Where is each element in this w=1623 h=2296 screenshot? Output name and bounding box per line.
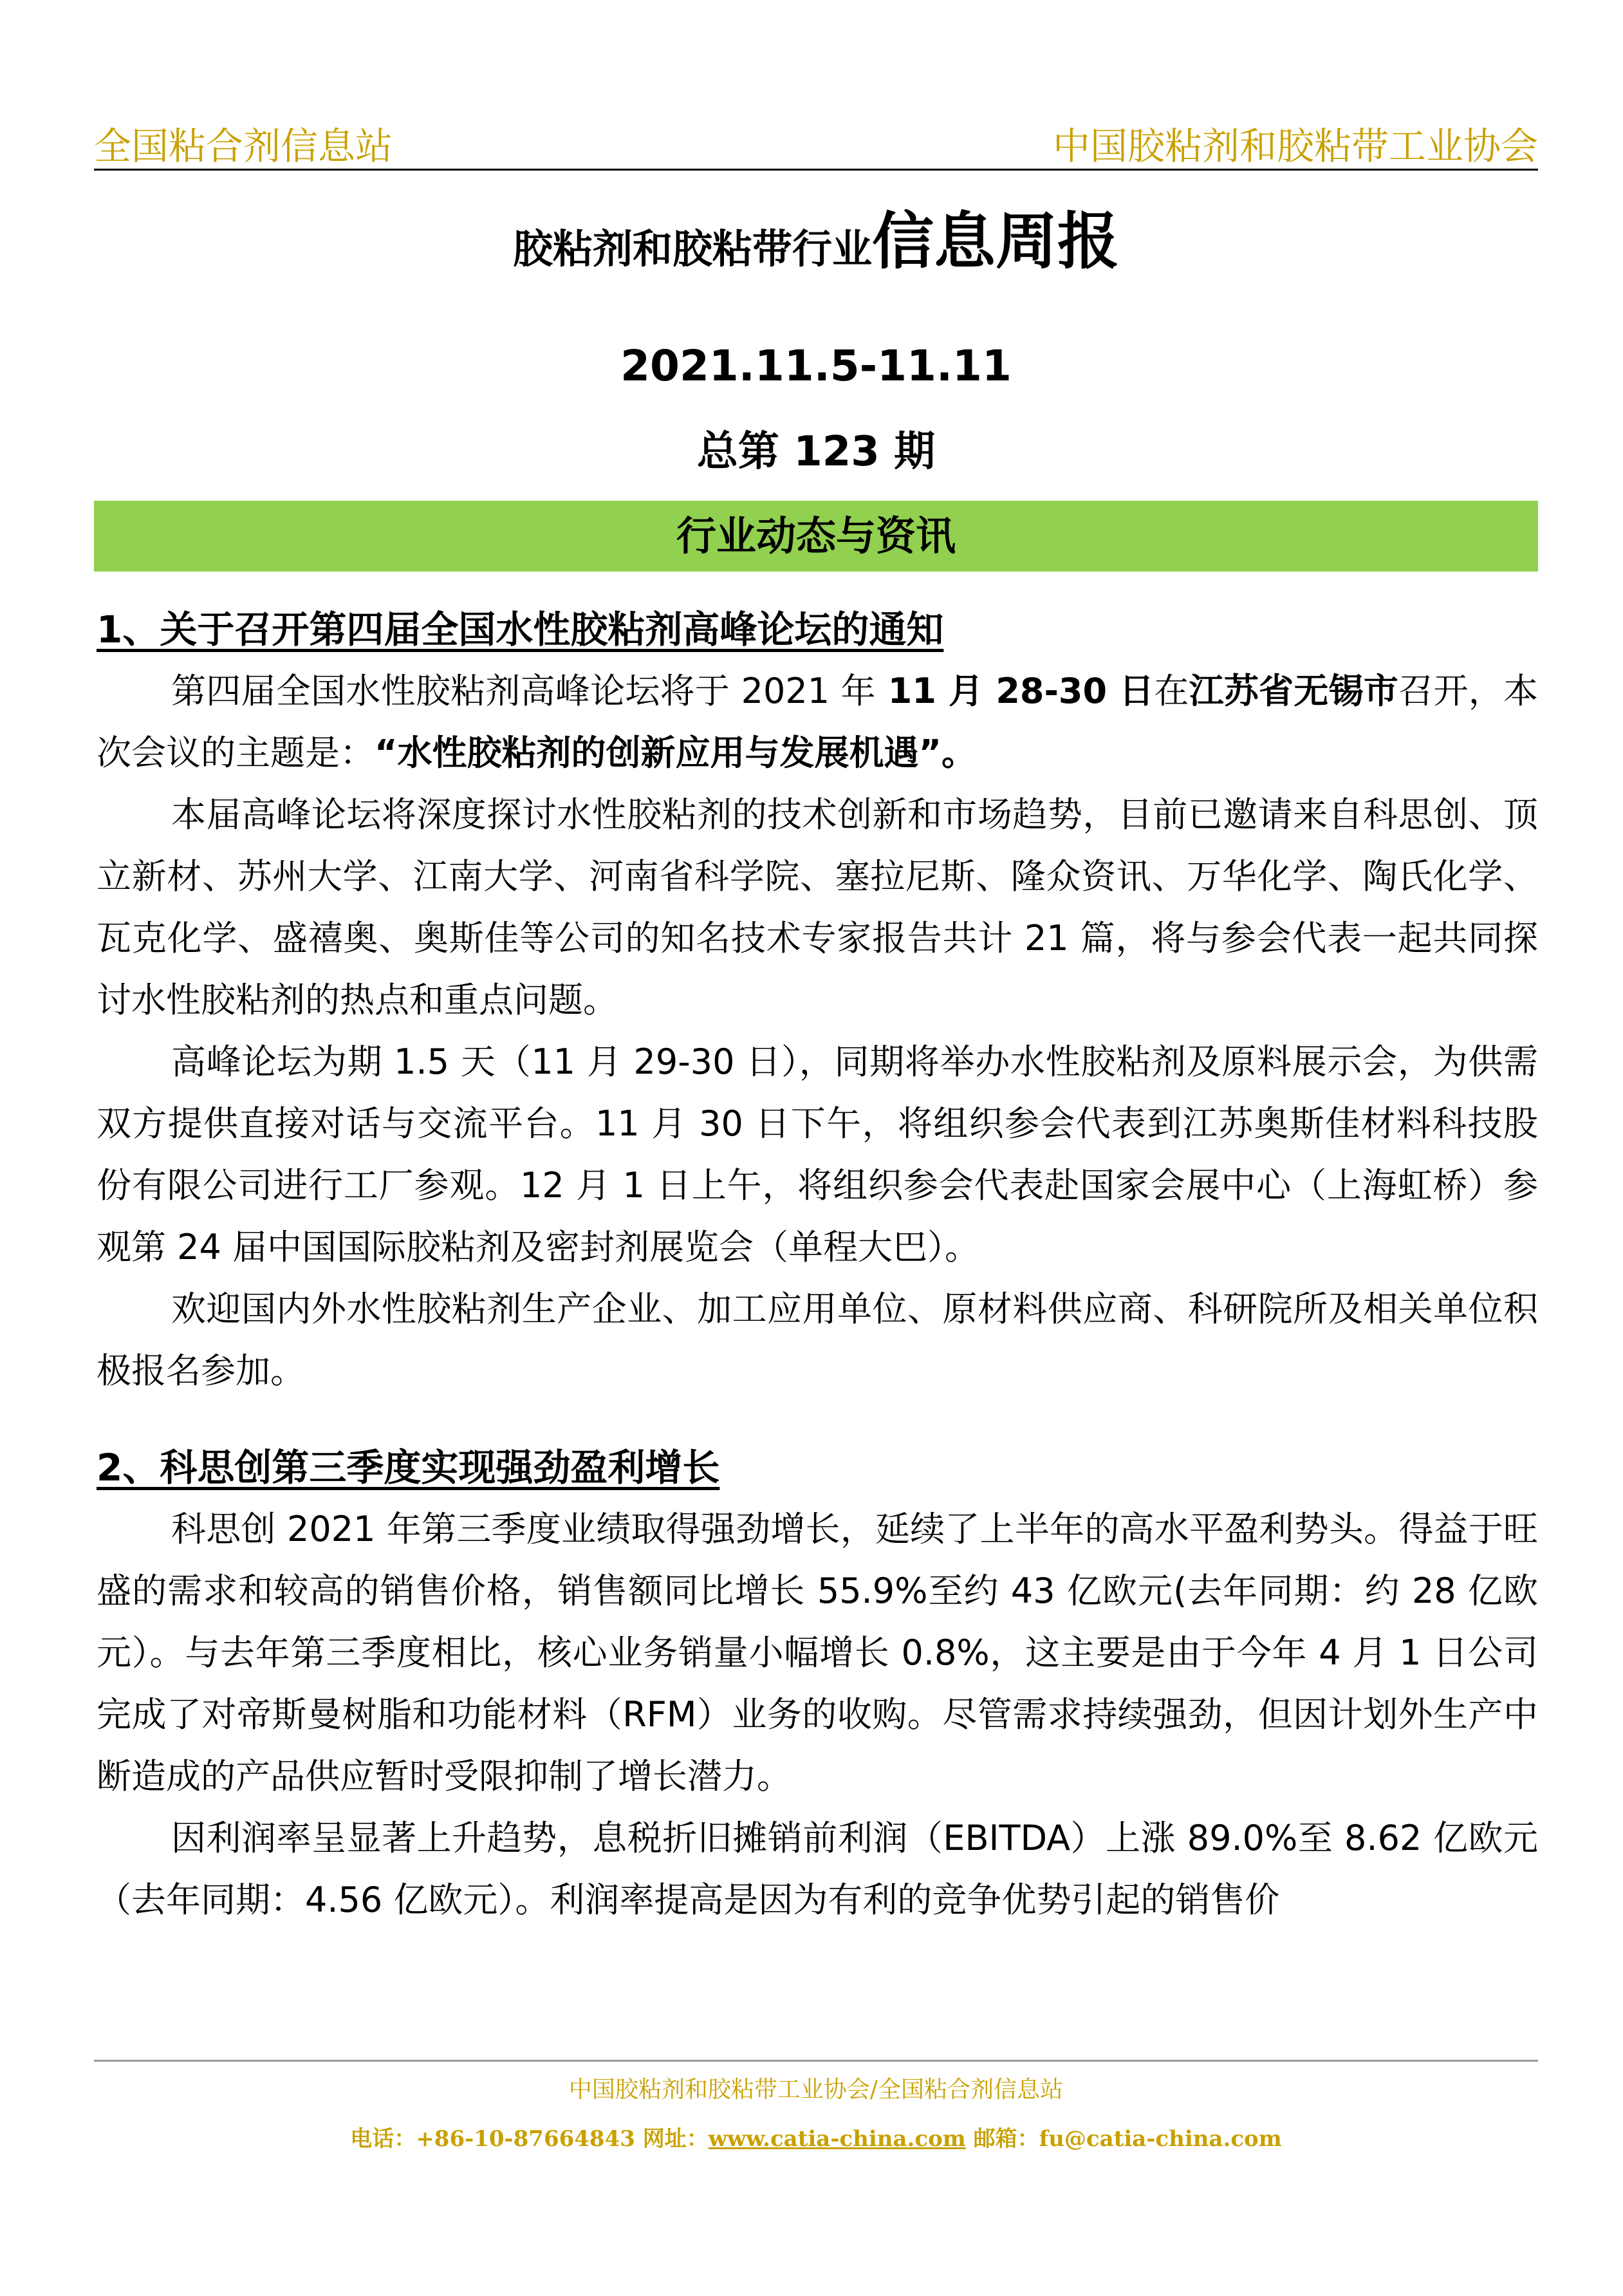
article1-p1-end: 。 xyxy=(941,733,976,773)
article1-heading xyxy=(97,599,1538,660)
page-header xyxy=(94,116,1538,171)
report-title xyxy=(94,206,1538,285)
article1-paragraph-3: 高峰论坛为期 1.5 天（11 月 29-30 日），同期将举办水性胶粘剂及原料展示会，为供需双方提供直接对话与交流平台。11 月 30 日下午，将组织参会代表到江苏奥斯佳材料科技股份有限公司进行工厂参观。12 月 1 日上午，将组织参会代表赴国家会展中心（上海虹桥）参观第 24 届中国国际胶粘剂及密封剂展览会（单程大巴）。 xyxy=(97,1041,1538,1267)
article2-heading-text: 2、科思创第三季度实现强劲盈利增长 xyxy=(97,1446,720,1489)
article-content xyxy=(97,599,1538,1931)
article2-paragraph-2: 因利润率呈显著上升趋势，息税折旧摊销前利润（EBITDA）上涨 89.0%至 8.62 亿欧元（去年同期：4.56 亿欧元）。利润率提高是因为有利的竞争优势引起的销售价 xyxy=(97,1818,1538,1920)
report-issue-number: 总第 123 期 xyxy=(696,428,936,476)
article1-paragraph-1 xyxy=(97,660,1538,784)
article2-paragraph-1: 科思创 2021 年第三季度业绩取得强劲增长，延续了上半年的高水平盈利势头。得益于旺盛的需求和较高的销售价格，销售额同比增长 55.9%至约 43 亿欧元(去年同期：约 28 亿欧元）。与去年第三季度相比，核心业务销量小幅增长 0.8%，这主要是由于今年 4 月 1 日公司完成了对帝斯曼树脂和功能材料（RFM）业务的收购。尽管需求持续强劲，但因计划外生产中断造成的产品供应暂时受限抑制了增长潜力。 xyxy=(97,1509,1538,1797)
article1-p1-text-e: 召开，本次会议的主题是： xyxy=(97,671,1538,773)
article1-paragraph-4: 欢迎国内外水性胶粘剂生产企业、加工应用单位、原材料供应商、科研院所及相关单位积极报名参加。 xyxy=(97,1289,1538,1391)
article2-heading xyxy=(97,1437,1538,1498)
footer-email: 邮箱：fu@catia-china.com xyxy=(965,2126,1282,2152)
footer-organization: 中国胶粘剂和胶粘带工业协会/全国粘合剂信息站 xyxy=(568,2077,1064,2103)
article-spacer xyxy=(97,1402,1538,1437)
article1-paragraph-2: 本届高峰论坛将深度探讨水性胶粘剂的技术创新和市场趋势，目前已邀请来自科思创、顶立新材、苏州大学、江南大学、河南省科学院、塞拉尼斯、隆众资讯、万华化学、陶氏化学、瓦克化学、盛禧奥、奥斯佳等公司的知名技术专家报告共计 21 篇，将与参会代表一起共同探讨水性胶粘剂的热点和重点问题。 xyxy=(97,794,1538,1020)
footer-website-link[interactable]: www.catia-china.com xyxy=(708,2126,966,2152)
footer-contact xyxy=(94,2121,1538,2152)
article1-p1-text-a: 第四届全国水性胶粘剂高峰论坛将于 2021 年 xyxy=(171,671,876,711)
article1-heading-text: 1、关于召开第四届全国水性胶粘剂高峰论坛的通知 xyxy=(97,608,944,651)
header-left-site-name: 全国粘合剂信息站 xyxy=(94,124,393,168)
article1-p1-location: 江苏省无锡市 xyxy=(1189,671,1399,711)
article1-p1-theme: “水性胶粘剂的创新应用与发展机遇” xyxy=(375,733,941,773)
article1-p1-text-c: 在 xyxy=(1154,671,1189,711)
header-right-association-name: 中国胶粘剂和胶粘带工业协会 xyxy=(1052,124,1538,168)
report-title-prefix: 胶粘剂和胶粘带行业 xyxy=(512,225,872,272)
section-title-bar: 行业动态与资讯 xyxy=(94,501,1538,572)
footer-phone: 电话：+86-10-87664843 网址： xyxy=(350,2126,709,2152)
footer-divider xyxy=(94,2060,1538,2062)
report-date-range: 2021.11.5-11.11 xyxy=(620,341,1012,391)
article1-p1-date: 11 月 28-30 日 xyxy=(875,671,1155,711)
report-title-emphasis: 信息周报 xyxy=(872,205,1119,277)
